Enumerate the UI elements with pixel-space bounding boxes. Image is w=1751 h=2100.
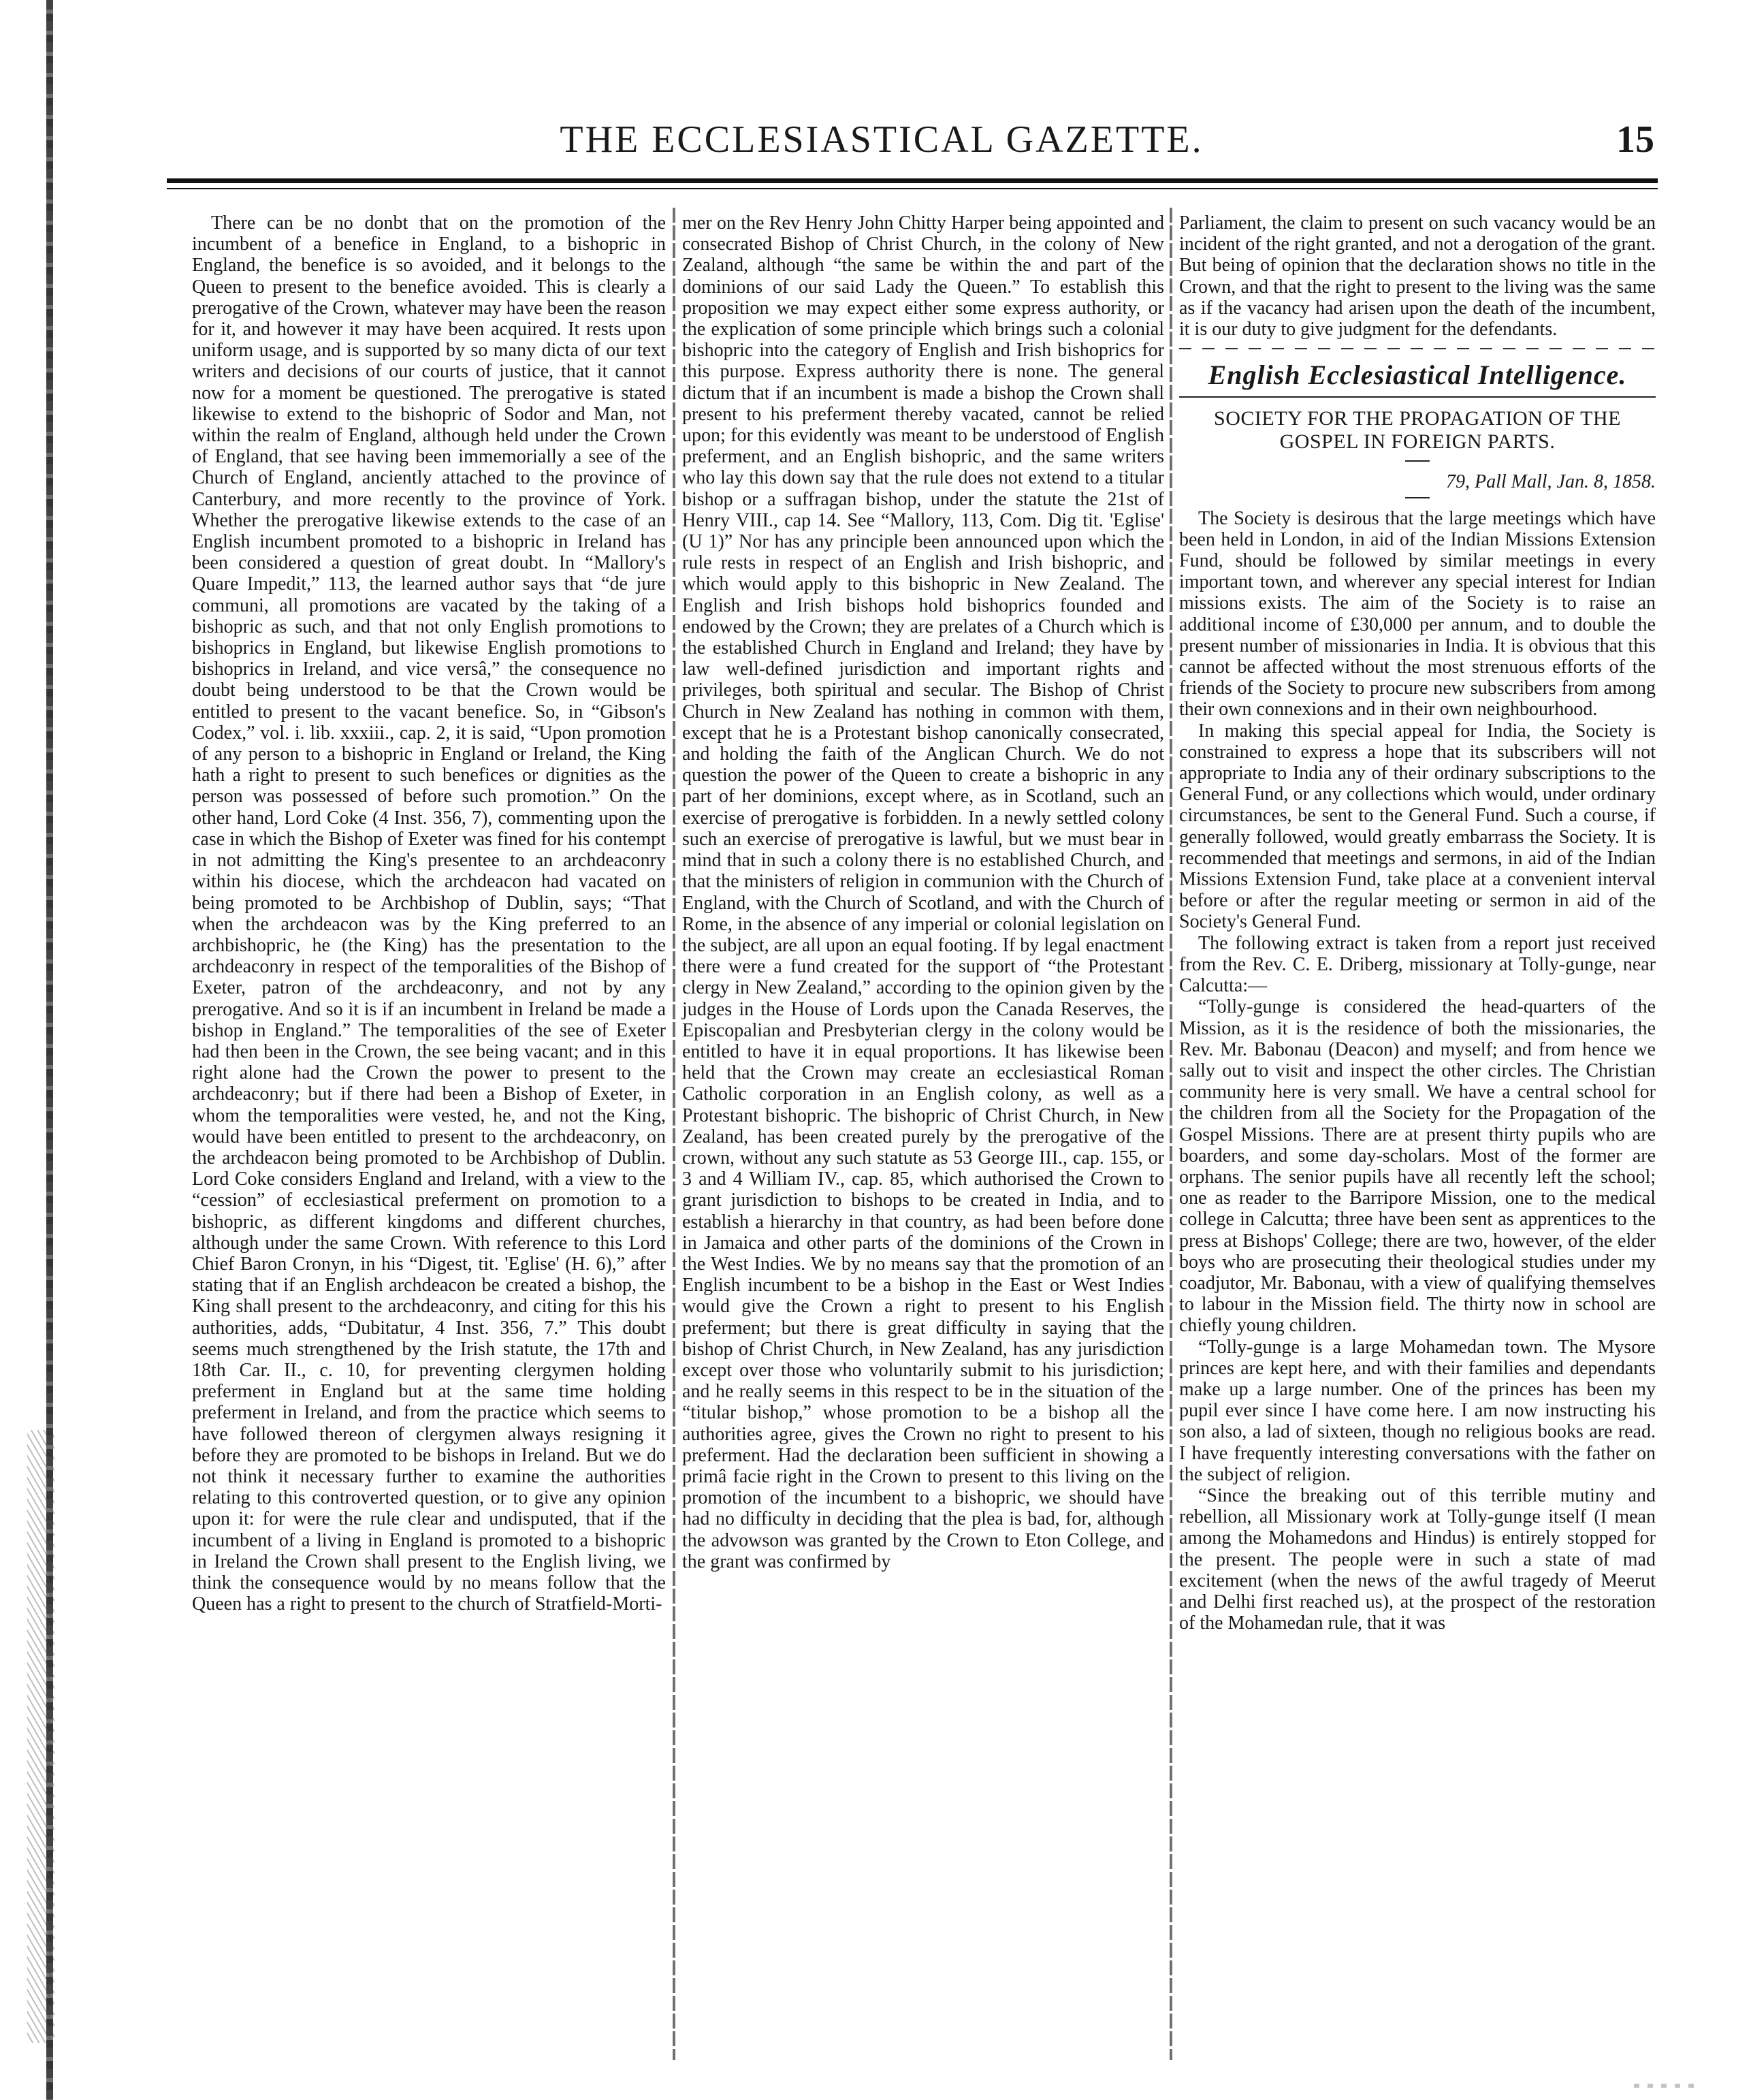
page-title: THE ECCLESIASTICAL GAZETTE. (560, 118, 1204, 161)
short-dash (1405, 460, 1430, 462)
section-heading: English Ecclesiastical Intelligence. (1208, 360, 1627, 391)
article-paragraph: In making this special appeal for India, the Society is constrained to express a hope that its subscribers will not appropriate to India any of their ordinary subscriptions to the General Fund, or any collections which would, under ordinary circumstances, be sent to the General Fund. Such a course, if generally followed, would greatly embarrass the Society. It is recommended that meetings and sermons, in aid of the Indian Missions Extension Fund, take place at a convenient interval before or after the regular meeting or sermon in aid of the Society's General Fund. (1179, 720, 1656, 933)
section-divider (1179, 348, 1656, 349)
header-rule-thick (167, 178, 1658, 183)
article-paragraph: “Tolly-gunge is considered the head-quarters of the Mission, as it is the residence of both the missionaries, the Rev. Mr. Babonau (Deacon) and myself; and from hence we sally out to visit and inspect the other circles. The Christian community here is very small. We have a central school for the children from all the Society for the Propagation of the Gospel Missions. There are at present thirty pupils who are boarders, and some day-scholars. Most of the former are orphans. The senior pupils have all recently left the school; one as reader to the Barripore Mission, one to the medical college in Calcutta; three have been sent as apprentices to the press at Bishops' College; there are two, however, of the elder boys who are prosecuting their theological studies under my coadjutor, Mr. Babonau, with a view of qualifying themselves to labour in the Mission field. The thirty now in school are chiefly young children. (1179, 996, 1656, 1337)
heading-rule (1179, 396, 1656, 398)
binding-shadow (27, 1430, 54, 2043)
dateline (1179, 471, 1656, 492)
column-1-paragraph: There can be no donbt that on the promotion of the incumbent of a benefice in England, to a bishopric in England, the benefice is so avoided, and it belongs to the Queen to present to the benefice avoided. This is clearly a prerogative of the Crown, whatever may have been the reason for it, and however it may have been acquired. It rests upon uniform usage, and is supported by so many dicta of our text writers and decisions of our courts of justice, that it cannot now for a moment be questioned. The prerogative is stated likewise to extend to the bishopric of Sodor and Man, not within the realm of England, although held under the Crown of England, that see having been immemorially a see of the Church of England, anciently attached to the province of Canterbury, and more recently to the province of York. Whether the prerogative likewise extends to the case of an English incumbent promoted to a bishopric in Ireland has been considered a question of great doubt. In “Mallory's Quare Impedit,” 113, the learned author says that “de jure communi, all promotions are vacated by the taking of a bishopric as such, and that not only English promotions to bishoprics in England, but likewise English promotions to bishoprics in Ireland, and vice versâ,” the consequence no doubt being understood to be that the Crown would be entitled to present to the vacant benefice. So, in “Gibson's Codex,” vol. i. lib. xxxiii., cap. 2, it is said, “Upon promotion of any person to a bishopric in England or Ireland, the King hath a right to present to such benefices or dignities as the person was possessed of before such promotion.” On the other hand, Lord Coke (4 Inst. 356, 7), commenting upon the case in which the Bishop of Exeter was fined for his contempt in not admitting the King's presentee to an archdeaconry within his diocese, which the archdeacon had vacated on being promoted to be Archbishop of Dublin, says; “That when the archdeacon was by the King preferred to an archbishopric, he (the King) has the presentation to the archdeaconry in respect of the temporalities of the Bishop of Exeter, patron of the archdeaconry, and not by any prerogative. And so it is if an incumbent in Ireland be made a bishop in England.” The temporalities of the see of Exeter had then been in the Crown, the see being vacant; and in this right alone had the Crown the power to present to the archdeaconry; but if there had been a Bishop of Exeter, in whom the temporalities were vested, he, and not the King, would have been entitled to present to the archdeaconry, on the archdeacon being promoted to be Archbishop of Dublin. Lord Coke considers England and Ireland, with a view to the “cession” of ecclesiastical preferment on promotion to a bishopric, as different kingdoms and different churches, although under the same Crown. With reference to this Lord Chief Baron Cronyn, in his “Digest, tit. 'Eglise' (H. 6),” after stating that if an English archdeacon be created a bishop, the King shall present to the archdeaconry, and citing for this his authorities, adds, “Dubitatur, 4 Inst. 356, 7.” This doubt seems much strengthened by the Irish statute, the 17th and 18th Car. II., c. 10, for preventing clergymen holding preferment in England but at the same time holding preferment in Ireland, and from the practice which seems to have followed thereon of clergymen always resigning it before they are promoted to be bishops in Ireland. But we do not think it necessary further to examine the authorities relating to this controverted question, or to give any opinion upon it: for were the rule clear and undisputed, that if the incumbent of a living in England is promoted to a bishopric in Ireland the Crown shall present to the English living, we think the consequence would by no means follow that the Queen has a right to present to the church of Stratfield-Morti- (192, 212, 666, 1615)
page-number: 15 (1616, 118, 1654, 161)
article-paragraph: “Tolly-gunge is a large Mohamedan town. The Mysore princes are kept here, and with their families and dependants make up a large number. One of the princes has been my pupil ever since I have come here. I am now instructing his son also, a lad of sixteen, though no religious books are read. I have frequently interesting conversations with the father on the subject of religion. (1179, 1336, 1656, 1485)
article-paragraph: “Since the breaking out of this terrible mutiny and rebellion, all Missionary work at Tolly-gunge itself (I mean among the Mohamedons and Hindus) is entirely stopped for the present. The people were in such a state of mad excitement (when the news of the awful tragedy of Meerut and Delhi first reached us), at the prospect of the restoration of the Mohamedan rule, that it was (1179, 1484, 1656, 1634)
column-separator (673, 208, 675, 2060)
header-rule-thin (167, 188, 1658, 189)
dateline-text: 79, Pall Mall, Jan. 8, 1858. (1446, 471, 1656, 493)
column-3 (1179, 212, 1656, 1634)
page-header (109, 116, 1654, 170)
bottom-marks (1634, 2084, 1702, 2088)
article-paragraph: The Society is desirous that the large meetings which have been held in London, in aid of the Indian Missions Extension Fund, should be followed by similar meetings in every important town, and wherever any special interest for Indian missions exists. The aim of the Society is to raise an additional income of £30,000 per annum, and to double the present number of missionaries in India. It is obvious that this cannot be affected without the most strenuous efforts of the friends of the Society to procure new subscribers from among their own connexions and in their own neighbourhood. (1179, 507, 1656, 720)
judgment-closing-paragraph: Parliament, the claim to present on such vacancy would be an incident of the right granted, and not a derogation of the grant. But being of opinion that the declaration shows no title in the Crown, and that the right to present to the living was the same as if the vacancy had arisen upon the death of the incumbent, it is our duty to give judgment for the defendants. (1179, 212, 1656, 340)
column-2-paragraph: mer on the Rev Henry John Chitty Harper being appointed and consecrated Bishop of Christ Church, in the colony of New Zealand, although “the same be within the and part of the dominions of our said Lady the Queen.” To establish this proposition we may expect either some express authority, or the explication of some principle which brings such a colonial bishopric into the category of English and Irish bishoprics for this purpose. Express authority there is none. The general dictum that if an incumbent is made a bishop the Crown shall present to his preferment thereby vacated, cannot be relied upon; for this evidently was meant to be understood of English preferment, and an English bishopric, and the same writers who lay this down say that the rule does not extend to a titular bishop or a suffragan bishop, under the statute the 21st of Henry VIII., cap 14. See “Mallory, 113, Com. Dig tit. 'Eglise' (U 1)” Nor has any principle been announced upon which the rule rests in respect of an English and Irish bishopric, and which would apply to this bishopric in New Zealand. The English and Irish bishops hold bishoprics founded and endowed by the Crown; they are prelates of a Church which is the established Church in England and Ireland; they have by law well-defined jurisdiction and important rights and privileges, both spiritual and secular. The Bishop of Christ Church in New Zealand has nothing in common with them, except that he is a Protestant bishop canonically consecrated, and holding the faith of the Anglican Church. We do not question the power of the Queen to create a bishopric in any part of her dominions, except where, as in Scotland, such an exercise of prerogative is forbidden. In a newly settled colony such an exercise of prerogative is lawful, but we must bear in mind that in such a colony there is no established Church, and that the ministers of religion in communion with the Church of England, with the Church of Scotland, and with the Church of Rome, in the absence of any imperial or colonial legislation on the subject, are all upon an equal footing. If by legal enactment there were a fund created for the support of “the Protestant clergy in New Zealand,” according to the opinion given by the judges in the House of Lords upon the Canada Reserves, the Episcopalian and Presbyterian clergy in the colony would be entitled to have it in equal proportions. It has likewise been held that the Crown may create an ecclesiastical Roman Catholic corporation in an English colony, as well as a Protestant bishopric. The bishopric of Christ Church, in New Zealand, has been created purely by the prerogative of the crown, without any such statute as 53 George III., cap. 155, or 3 and 4 William IV., cap. 85, which authorised the Crown to grant jurisdiction to bishops to be created in India, and to establish a hierarchy in that country, as had been before done in Jamaica and other parts of the dominions of the Crown in the West Indies. We by no means say that the promotion of an English incumbent to be a bishop in the East or West Indies would give the Crown a right to present to his English preferment; but there is great difficulty in saying that the bishop of Christ Church, in New Zealand, has any jurisdiction except over those who voluntarily submit to his jurisdiction; and he really seems in this respect to be in the situation of the “titular bishop,” whose promotion to be a bishop all the authorities agree, gives the Crown no right to present to his preferment. Had the declaration been sufficient in showing a primâ facie right in the Crown to present to this living on the promotion of the incumbent to a bishopric, we should have had no difficulty in deciding that the plea is bad, for, although the advowson was granted by the Crown to Eton College, and the grant was confirmed by (682, 212, 1164, 1572)
article-paragraph: The following extract is taken from a report just received from the Rev. C. E. Driberg, missionary at Tolly-gunge, near Calcutta:— (1179, 932, 1656, 997)
column-1 (192, 212, 666, 1614)
short-dash (1405, 497, 1430, 498)
column-separator (1170, 208, 1172, 2060)
article-heading: SOCIETY FOR THE PROPAGATION OF THE GOSPEL IN FOREIGN PARTS. (1214, 407, 1621, 454)
column-2 (682, 212, 1164, 1572)
